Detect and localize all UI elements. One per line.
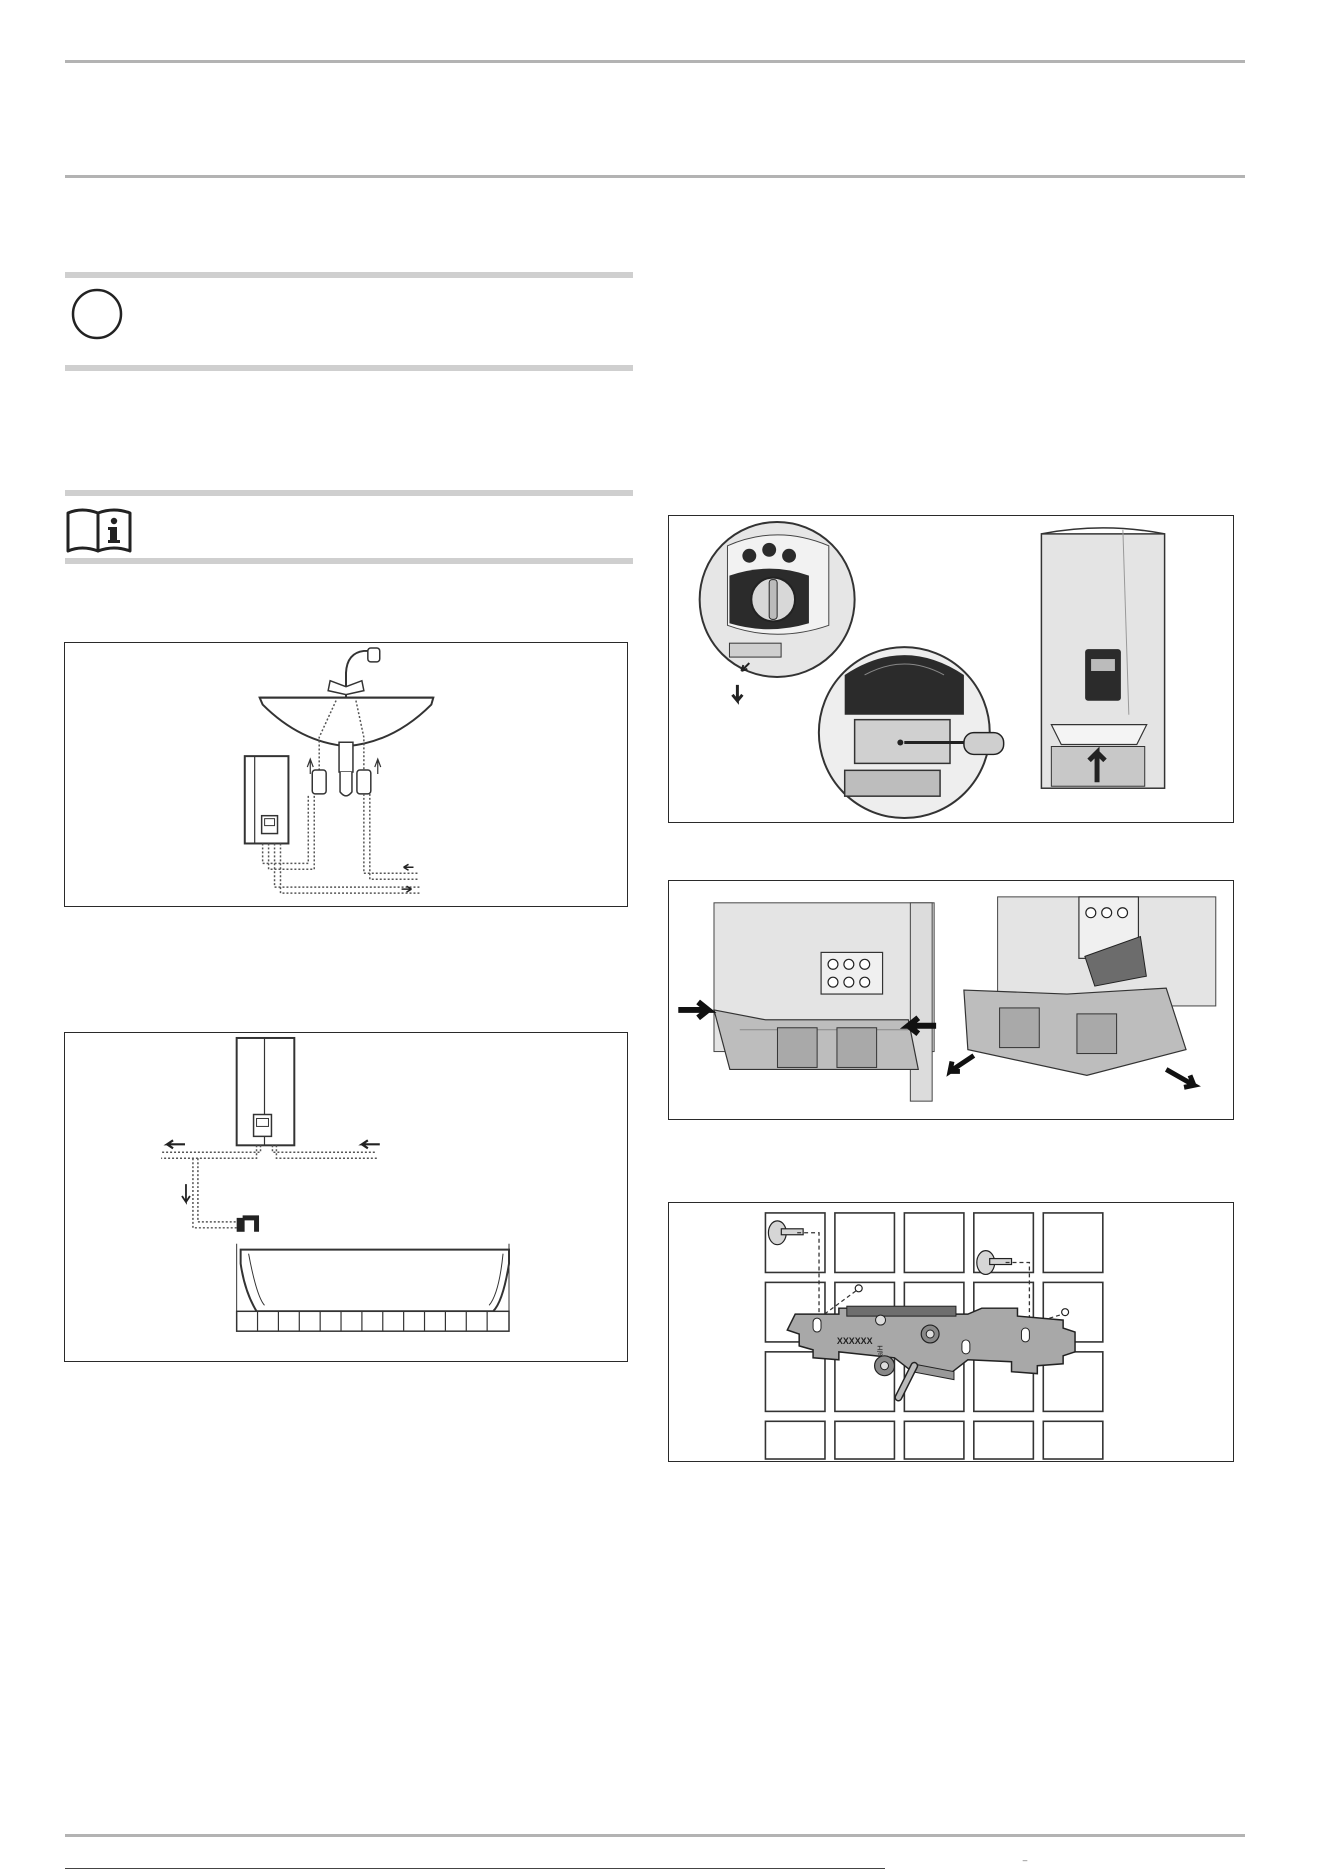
plate-brand-text: alH [877,1345,885,1356]
notice-manual-bottom-rule [65,558,633,564]
notice-hint-bottom-rule [65,365,633,371]
book-info-icon [64,505,134,555]
footer-mark: ‾ [1020,1860,1032,1870]
footer-rule [65,1834,1245,1837]
footer-thin-line [65,1868,885,1869]
figure-base-removal [668,880,1234,1120]
figure-bathtub-installation [64,1032,628,1362]
notice-hint-top-rule [65,272,633,278]
header-rule-bottom [65,175,1245,178]
figure-wall-bracket-mounting [668,1202,1234,1462]
figure-undersink-installation [64,642,628,907]
circle-icon [70,287,124,341]
header-rule-top [65,60,1245,63]
figure-cover-removal [668,515,1234,823]
plate-model-text: XXXXXX [836,1335,873,1346]
notice-manual-top-rule [65,490,633,496]
